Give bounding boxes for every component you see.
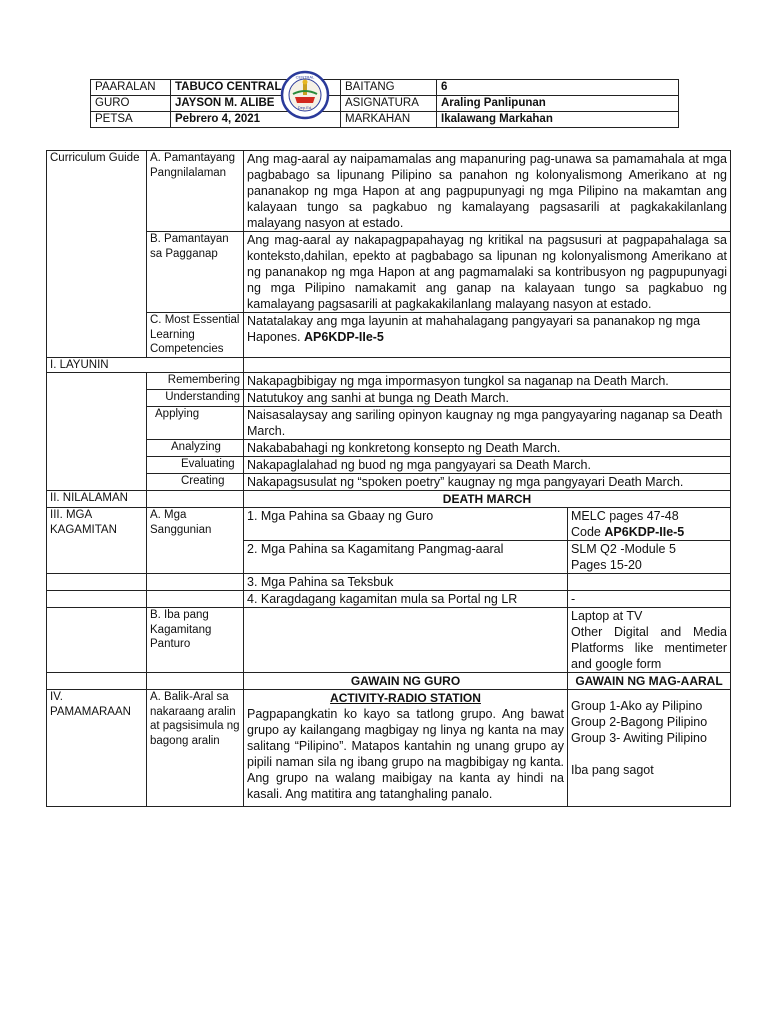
sanggunian-item: 3. Mga Pahina sa Teksbuk bbox=[244, 574, 568, 591]
activity-cell bbox=[244, 690, 568, 807]
objective-text: Natutukoy ang sanhi at bunga ng Death March. bbox=[244, 390, 731, 407]
sanggunian-note: Pages 15-20 bbox=[571, 558, 642, 572]
activity-title: ACTIVITY-RADIO STATION bbox=[330, 691, 481, 705]
gawain-ng-guro-header: GAWAIN NG GURO bbox=[244, 673, 568, 690]
objective-text: Nakababahagi ng konkretong konsepto ng Death March. bbox=[244, 440, 731, 457]
kagamitan-note: Other Digital and Media Platforms like mentimeter and google form bbox=[571, 625, 727, 671]
pamantayang-pangnilalaman-text: Ang mag-aaral ay naipamamalas ang mapanuring pag-unawa sa pamamahala at mga pagbabago sa lipunang Pilipino sa panahon ng kolonyalismong Amerikano at ng pananakop ng mga Hapon at ang pagpupunyagi ng mga Pilipino na makamtan ang kalayaan tungo sa pagkabuo ng kamalayang pagsasarili at pagkakakilanlang malayang nasyon at estado. bbox=[244, 151, 731, 232]
sanggunian-note-cell bbox=[568, 508, 731, 541]
code-prefix: Code bbox=[571, 525, 601, 539]
seal-bottom-text: Dep.Ed. bbox=[297, 105, 313, 110]
curriculum-guide-label: Curriculum Guide bbox=[47, 151, 147, 358]
objective-text: Nakapagsusulat ng “spoken poetry” kaugnay ng mga pangyayari Death March. bbox=[244, 474, 731, 491]
bloom-level-label: Remembering bbox=[147, 373, 244, 390]
markahan-label: MARKAHAN bbox=[341, 112, 437, 128]
guro-label: GURO bbox=[91, 96, 171, 112]
bloom-level-label: Creating bbox=[147, 474, 244, 491]
baitang-value: 6 bbox=[437, 80, 679, 96]
layunin-label: I. LAYUNIN bbox=[47, 357, 244, 373]
gawain-ng-magaaral-header: GAWAIN NG MAG-AARAL bbox=[568, 673, 731, 690]
sanggunian-label: A. Mga Sanggunian bbox=[147, 508, 244, 574]
paaralan-label: PAARALAN bbox=[91, 80, 171, 96]
pamantayan-sa-pagganap-label: B. Pamantayan sa Pagganap bbox=[147, 232, 244, 313]
asignatura-value: Araling Panlipunan bbox=[437, 96, 679, 112]
answer-item: Group 1-Ako ay Pilipino bbox=[571, 699, 703, 713]
answers-cell bbox=[568, 690, 731, 807]
sanggunian-note-cell bbox=[568, 541, 731, 574]
code-value: AP6KDP-IIe-5 bbox=[604, 525, 685, 539]
nilalaman-title: DEATH MARCH bbox=[244, 491, 731, 508]
objective-text: Nakapagbibigay ng mga impormasyon tungkol sa naganap na Death March. bbox=[244, 373, 731, 390]
petsa-label: PETSA bbox=[91, 112, 171, 128]
sanggunian-note: MELC pages 47-48 bbox=[571, 509, 679, 523]
bloom-level-label: Applying bbox=[147, 407, 244, 440]
baitang-label: BAITANG bbox=[341, 80, 437, 96]
sanggunian-note: - bbox=[568, 591, 731, 608]
school-seal-logo bbox=[262, 70, 348, 120]
sanggunian-item: 4. Karagdagang kagamitan mula sa Portal ng LR bbox=[244, 591, 568, 608]
pamantayang-pangnilalaman-label: A. Pamantayang Pangnilalaman bbox=[147, 151, 244, 232]
answer-item: Group 2-Bagong Pilipino bbox=[571, 715, 708, 729]
melc-text: Natatalakay ang mga layunin at mahahalagang pangyayari sa pananakop ng mga Hapones. bbox=[247, 314, 701, 344]
markahan-value: Ikalawang Markahan bbox=[437, 112, 679, 128]
seal-top-text: CENTRAL bbox=[295, 74, 315, 80]
paaralan-value: TABUCO CENTRAL bbox=[171, 80, 341, 96]
other-answer: Iba pang sagot bbox=[571, 763, 654, 777]
sanggunian-item: 2. Mga Pahina sa Kagamitang Pangmag-aaral bbox=[244, 541, 568, 574]
lesson-plan-table bbox=[46, 150, 731, 807]
guro-value: JAYSON M. ALIBE bbox=[171, 96, 341, 112]
balik-aral-label: A. Balik-Aral sa nakaraang aralin at pagsisimula ng bagong aralin bbox=[147, 690, 244, 807]
objective-text: Naisasalaysay ang sariling opinyon kaugnay ng mga pangyayaring naganap sa Death March. bbox=[244, 407, 731, 440]
pamantayan-sa-pagganap-text: Ang mag-aaral ay nakapagpapahayag ng kritikal na pagsusuri at pagpapahalaga sa konteksto,dahilan, epekto at pagbabago sa lipunan ng kolonyalismong Amerikano at ng pananakop ng mga Hapon at ang pagmamalaki sa kontribusyon ng pagpupunyagi ng mga Pilipino namakamit ang ganap na kalayaan tungo sa pagkabuo ng kamalayang pagsasarili at pagkakakilanlang malayang nasyon at estado. bbox=[244, 232, 731, 313]
iba-pang-kagamitan-label: B. Iba pang Kagamitang Panturo bbox=[147, 608, 244, 673]
header-table bbox=[90, 79, 679, 128]
petsa-value: Pebrero 4, 2021 bbox=[171, 112, 341, 128]
pamamaraan-label: IV. PAMAMARAAN bbox=[47, 690, 147, 807]
asignatura-label: ASIGNATURA bbox=[341, 96, 437, 112]
bloom-level-label: Understanding bbox=[147, 390, 244, 407]
nilalaman-label: II. NILALAMAN bbox=[47, 491, 147, 508]
melc-label: C. Most Essential Learning Competencies bbox=[147, 313, 244, 358]
bloom-level-label: Evaluating bbox=[147, 457, 244, 474]
melc-code: AP6KDP-IIe-5 bbox=[304, 330, 384, 344]
answer-item: Group 3- Awiting Pilipino bbox=[571, 731, 707, 745]
kagamitan-note: Laptop at TV bbox=[571, 609, 643, 623]
melc-cell bbox=[244, 313, 731, 358]
iba-pang-kagamitan-cell bbox=[568, 608, 731, 673]
sanggunian-note: SLM Q2 -Module 5 bbox=[571, 542, 676, 556]
objective-text: Nakapaglalahad ng buod ng mga pangyayari sa Death March. bbox=[244, 457, 731, 474]
bloom-level-label: Analyzing bbox=[147, 440, 244, 457]
kagamitan-label: III. MGA KAGAMITAN bbox=[47, 508, 147, 574]
sanggunian-item: 1. Mga Pahina sa Gbaay ng Guro bbox=[244, 508, 568, 541]
activity-text: Pagpapangkatin ko kayo sa tatlong grupo. Ang bawat grupo ay kailangang magbigay ng linya ng kanta na may salitang “Pilipino”. Matapos kantahin ng unang grupo ay pipili naman sila ng ibang grupo na magbibigay ng kanta. Ang grupo na walang maibigay na kanta ay hindi na kasali. Ang matitira ang tatanghaling panalo. bbox=[247, 707, 564, 801]
